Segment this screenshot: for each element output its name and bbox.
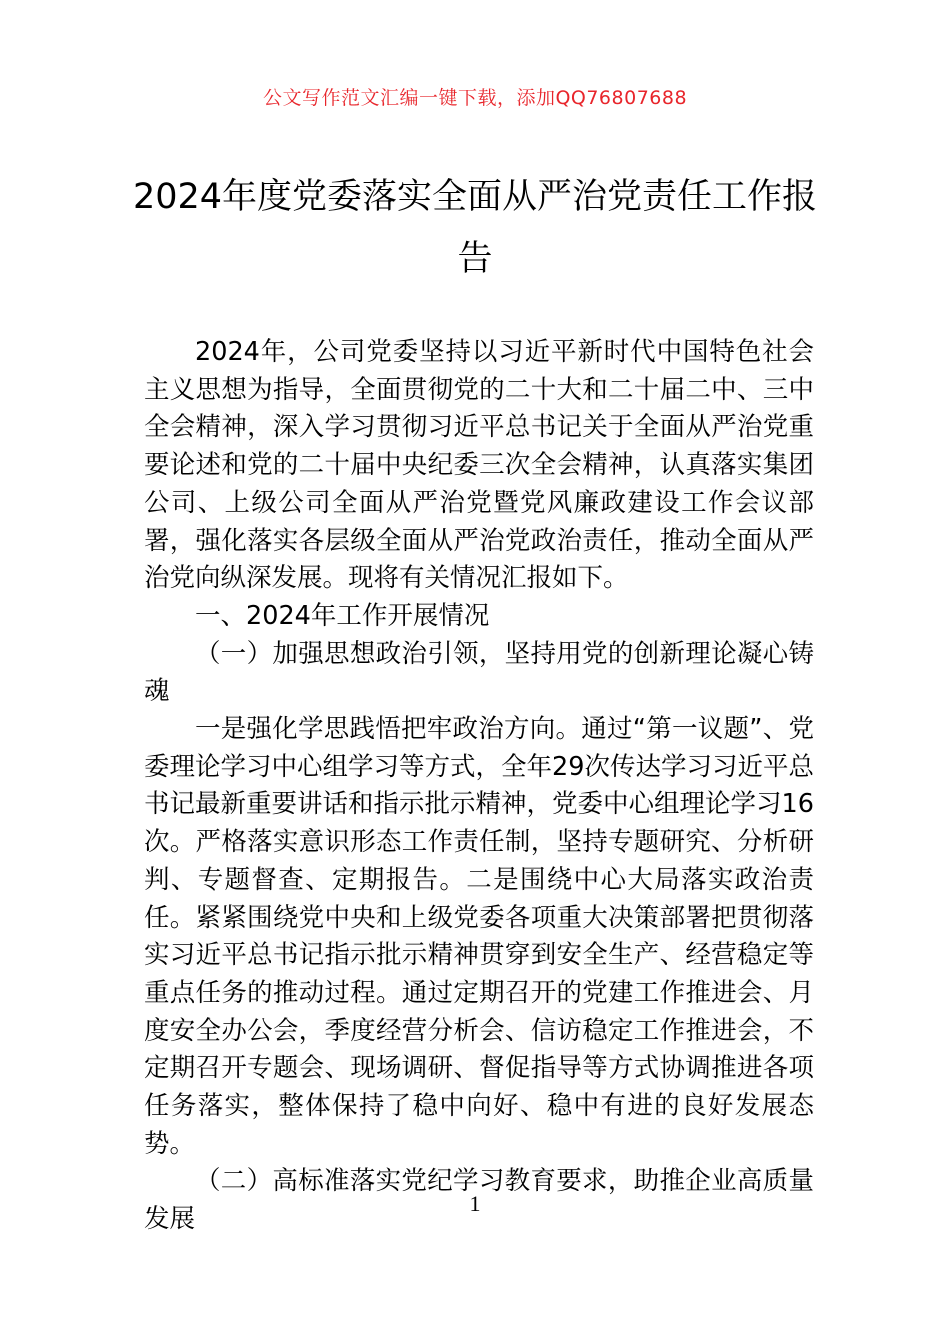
subsection-heading-1: （一）加强思想政治引领，坚持用党的创新理论凝心铸魂 [144,638,814,707]
intro-paragraph: 2024年，公司党委坚持以习近平新时代中国特色社会主义思想为指导，全面贯彻党的二十大和二十届二中、三中全会精神，深入学习贯彻习近平总书记关于全面从严治党重要论述和党的二十届中央纪委三次全会精神，认真落实集团公司、上级公司全面从严治党暨党风廉政建设工作会议部署，强化落实各层级全面从严治党政治责任，推动全面从严治党向纵深发展。现将有关情况汇报如下。 [144,337,814,594]
section-heading-1: 一、2024年工作开展情况 [195,600,490,631]
page-number: 1 [469,1191,481,1216]
document-title: 2024年度党委落实全面从严治党责任工作报告 [132,177,818,279]
body-paragraph: 一是强化学思践悟把牢政治方向。通过“第一议题”、党委理论学习中心组学习等方式，全年29次传达学习习近平总书记最新重要讲话和指示批示精神，党委中心组理论学习16次。严格落实意识形态工作责任制，坚持专题研究、分析研判、专题督查、定期报告。二是围绕中心大局落实政治责任。紧紧围绕党中央和上级党委各项重大决策部署把贯彻落实习近平总书记指示批示精神贯穿到安全生产、经营稳定等重点任务的推动过程。通过定期召开的党建工作推进会、月度安全办公会，季度经营分析会、信访稳定工作推进会，不定期召开专题会、现场调研、督促指导等方式协调推进各项任务落实，整体保持了稳中向好、稳中有进的良好发展态势。 [144,714,814,1159]
promo-header: 公文写作范文汇编一键下载，添加QQ76807688 [262,87,688,109]
document-body [144,334,814,1239]
subsection-heading-2: （二）高标准落实党纪学习教育要求，助推企业高质量发展 [144,1166,814,1235]
